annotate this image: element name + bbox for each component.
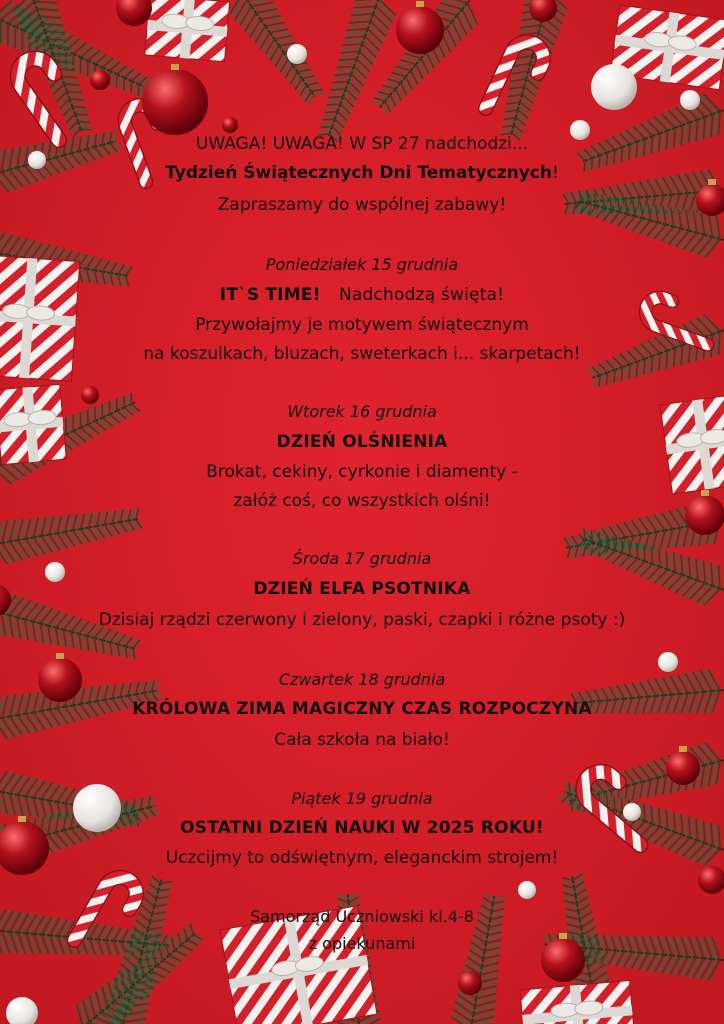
theme-tuesday: DZIEŃ OLŚNIENIA [276, 432, 448, 452]
theme-thursday: KRÓLOWA ZIMA MAGICZNY CZAS ROZPOCZYNA [132, 699, 592, 719]
white-ornament [591, 64, 637, 110]
intro-line-2-end: ! [552, 163, 559, 183]
red-ornament [698, 866, 724, 894]
desc-tuesday-1: Brokat, cekiny, cyrkonie i diamenty - [206, 462, 518, 482]
intro-line-3: Zapraszamy do wspólnej zabawy! [217, 195, 507, 215]
desc-thursday-1: Cała szkoła na biało! [274, 730, 450, 750]
theme-monday-subtitle: Nadchodzą święta! [338, 285, 505, 305]
theme-friday: OSTATNI DZIEŃ NAUKI W 2025 ROKU! [180, 818, 544, 838]
desc-monday-1: Przywołajmy je motywem świątecznym [195, 315, 529, 335]
theme-wednesday: DZIEŃ ELFA PSOTNIKA [253, 579, 471, 599]
white-ornament [518, 881, 536, 899]
day-heading-friday: Piątek 19 grudnia [291, 789, 433, 808]
theme-monday [0, 283, 724, 307]
gift-box [520, 980, 635, 1024]
desc-wednesday-1: Dzisiaj rządzi czerwony i zielony, paski, czapki i różne psoty :) [98, 610, 626, 630]
fir-branch [307, 0, 400, 146]
theme-monday-title: IT`S TIME! [219, 285, 321, 305]
gift-box [145, 0, 230, 62]
red-ornament [90, 70, 110, 90]
signature-line-1: Samorząd Uczniowski kl.4-8 [250, 907, 474, 926]
day-heading-wednesday: Środa 17 grudnia [292, 549, 432, 568]
white-ornament [6, 997, 38, 1024]
fir-branch [222, 0, 333, 111]
day-heading-thursday: Czwartek 18 grudnia [278, 670, 446, 689]
day-heading-monday: Poniedziałek 15 grudnia [265, 255, 459, 274]
desc-tuesday-2: załóż coś, co wszystkich olśni! [233, 491, 491, 511]
event-name: Tydzień Świątecznych Dni Tematycznych [165, 163, 552, 183]
red-ornament [222, 117, 238, 133]
red-ornament [142, 64, 208, 135]
intro-line-2 [0, 161, 724, 185]
red-ornament [458, 971, 482, 995]
red-ornament [116, 0, 152, 26]
desc-monday-2: na koszulkach, bluzach, sweterkach i... skarpetach! [143, 344, 581, 364]
signature-line-2: z opiekunami [308, 934, 416, 953]
intro-line-1: UWAGA! UWAGA! W SP 27 nadchodzi... [195, 134, 529, 154]
day-heading-tuesday: Wtorek 16 grudnia [287, 402, 437, 421]
white-ornament [680, 90, 700, 110]
desc-friday-1: Uczcijmy to odświętnym, eleganckim strojem! [165, 848, 559, 868]
white-ornament [287, 44, 307, 64]
